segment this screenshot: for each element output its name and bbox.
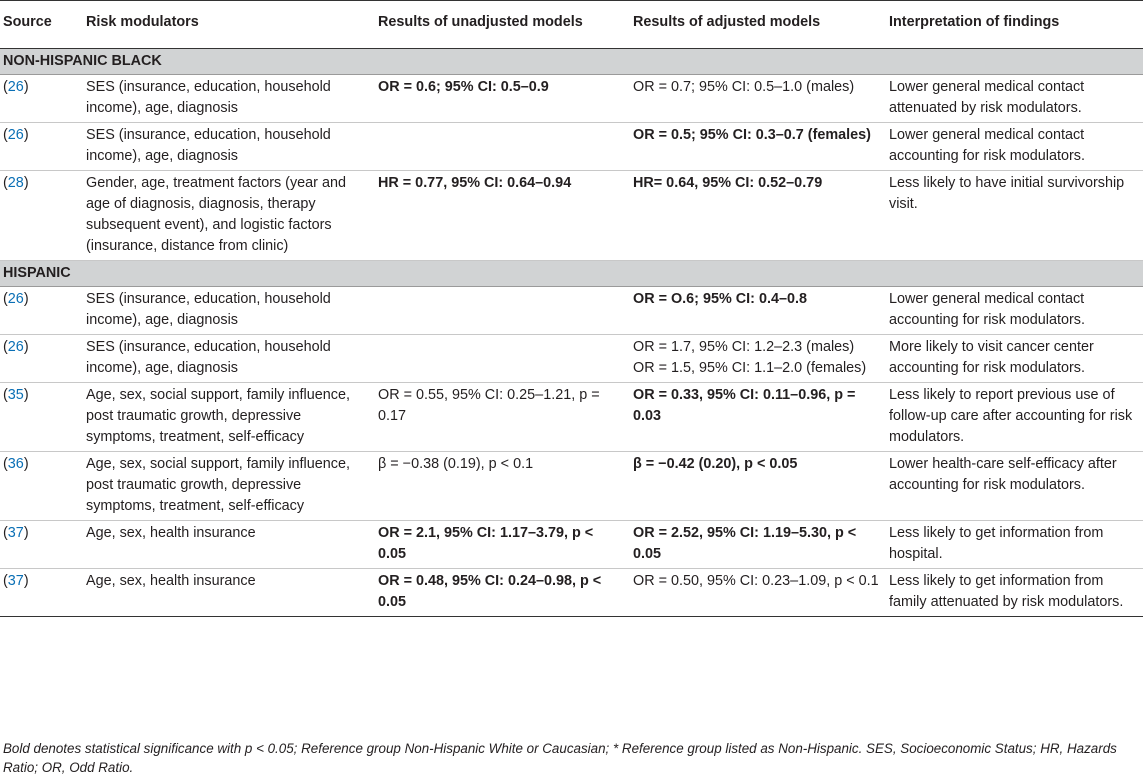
source-reference-link[interactable]: 26 — [7, 339, 24, 355]
interpretation-cell: Less likely to report previous use of follow-up care after accounting for risk modulators. — [885, 383, 1143, 452]
source-open-paren: ( — [3, 175, 8, 191]
adjusted-result-cell — [629, 569, 885, 617]
table-row — [0, 171, 1143, 261]
adjusted-result-line: HR= 0.64, 95% CI: 0.52–0.79 — [633, 175, 823, 191]
source-reference-link[interactable]: 26 — [7, 127, 24, 143]
interpretation-cell: Lower general medical contact accounting for risk modulators. — [885, 123, 1143, 171]
source-cell — [0, 569, 82, 617]
source-close-paren: ) — [23, 127, 29, 143]
adjusted-result-cell — [629, 287, 885, 335]
table-row — [0, 383, 1143, 452]
header-adjusted: Results of adjusted models — [629, 1, 885, 49]
table-row — [0, 287, 1143, 335]
source-cell — [0, 521, 82, 569]
interpretation-cell: More likely to visit cancer center accounting for risk modulators. — [885, 335, 1143, 383]
interpretation-cell: Lower general medical contact accounting for risk modulators. — [885, 287, 1143, 335]
adjusted-result-cell — [629, 75, 885, 123]
section-label: HISPANIC — [0, 261, 1143, 287]
adjusted-result-cell — [629, 335, 885, 383]
source-open-paren: ( — [3, 127, 8, 143]
unadjusted-result-cell — [374, 335, 629, 383]
section-row — [0, 49, 1143, 75]
table-row — [0, 75, 1143, 123]
adjusted-result-line: OR = 0.33, 95% CI: 0.11–0.96, p = 0.03 — [633, 387, 856, 424]
adjusted-result-line: OR = 0.7; 95% CI: 0.5–1.0 (males) — [633, 79, 855, 95]
source-cell — [0, 335, 82, 383]
section-label: NON-HISPANIC BLACK — [0, 49, 1143, 75]
table-row — [0, 335, 1143, 383]
source-reference-link[interactable]: 28 — [7, 175, 24, 191]
header-risk-modulators: Risk modulators — [82, 1, 374, 49]
source-open-paren: ( — [3, 573, 8, 589]
risk-modulators-cell: Age, sex, social support, family influence, post traumatic growth, depressive symptoms, treatment, self-efficacy — [82, 452, 374, 521]
source-close-paren: ) — [23, 175, 29, 191]
table-row — [0, 123, 1143, 171]
table-row — [0, 569, 1143, 617]
unadjusted-result-cell: OR = 0.55, 95% CI: 0.25–1.21, p = 0.17 — [374, 383, 629, 452]
risk-modulators-cell: SES (insurance, education, household income), age, diagnosis — [82, 335, 374, 383]
adjusted-result-cell — [629, 452, 885, 521]
unadjusted-result-cell — [374, 123, 629, 171]
adjusted-result-line: OR = 0.5; 95% CI: 0.3–0.7 (females) — [633, 127, 871, 143]
source-reference-link[interactable]: 36 — [7, 456, 24, 472]
risk-modulators-cell: SES (insurance, education, household income), age, diagnosis — [82, 287, 374, 335]
adjusted-result-line: OR = 2.52, 95% CI: 1.19–5.30, p < 0.05 — [633, 525, 857, 562]
source-close-paren: ) — [23, 291, 29, 307]
source-open-paren: ( — [3, 291, 8, 307]
source-cell — [0, 123, 82, 171]
interpretation-cell: Less likely to have initial survivorship visit. — [885, 171, 1143, 261]
table-header — [0, 1, 1143, 49]
source-close-paren: ) — [23, 79, 29, 95]
source-open-paren: ( — [3, 79, 8, 95]
source-close-paren: ) — [23, 456, 29, 472]
source-close-paren: ) — [23, 573, 29, 589]
source-open-paren: ( — [3, 387, 8, 403]
source-cell — [0, 452, 82, 521]
source-open-paren: ( — [3, 339, 8, 355]
adjusted-result-cell — [629, 123, 885, 171]
risk-modulators-cell: Gender, age, treatment factors (year and age of diagnosis, diagnosis, therapy subsequent event), and logistic factors (insurance, distance from clinic) — [82, 171, 374, 261]
unadjusted-result-cell: HR = 0.77, 95% CI: 0.64–0.94 — [374, 171, 629, 261]
unadjusted-result-cell — [374, 287, 629, 335]
source-close-paren: ) — [23, 525, 29, 541]
interpretation-cell: Lower general medical contact attenuated by risk modulators. — [885, 75, 1143, 123]
adjusted-result-cell — [629, 171, 885, 261]
table-body — [0, 49, 1143, 617]
adjusted-result-line: OR = 1.5, 95% CI: 1.1–2.0 (females) — [633, 360, 867, 376]
source-close-paren: ) — [23, 339, 29, 355]
source-reference-link[interactable]: 35 — [7, 387, 24, 403]
risk-modulators-cell: SES (insurance, education, household income), age, diagnosis — [82, 75, 374, 123]
interpretation-cell: Less likely to get information from hospital. — [885, 521, 1143, 569]
header-source: Source — [0, 1, 82, 49]
source-reference-link[interactable]: 37 — [7, 525, 24, 541]
interpretation-cell: Lower health-care self-efficacy after accounting for risk modulators. — [885, 452, 1143, 521]
adjusted-result-cell — [629, 383, 885, 452]
risk-modulators-cell: SES (insurance, education, household income), age, diagnosis — [82, 123, 374, 171]
source-open-paren: ( — [3, 456, 8, 472]
section-row — [0, 261, 1143, 287]
source-reference-link[interactable]: 37 — [7, 573, 24, 589]
risk-modulators-cell: Age, sex, social support, family influence, post traumatic growth, depressive symptoms, treatment, self-efficacy — [82, 383, 374, 452]
source-cell — [0, 287, 82, 335]
source-reference-link[interactable]: 26 — [7, 79, 24, 95]
source-cell — [0, 383, 82, 452]
risk-modulators-cell: Age, sex, health insurance — [82, 569, 374, 617]
adjusted-result-line: OR = O.6; 95% CI: 0.4–0.8 — [633, 291, 807, 307]
header-interpretation: Interpretation of findings — [885, 1, 1143, 49]
unadjusted-result-cell: β = −0.38 (0.19), p < 0.1 — [374, 452, 629, 521]
source-reference-link[interactable]: 26 — [7, 291, 24, 307]
unadjusted-result-cell: OR = 2.1, 95% CI: 1.17–3.79, p < 0.05 — [374, 521, 629, 569]
interpretation-cell: Less likely to get information from family attenuated by risk modulators. — [885, 569, 1143, 617]
adjusted-result-line: OR = 0.50, 95% CI: 0.23–1.09, p < 0.1 — [633, 573, 879, 589]
header-unadjusted: Results of unadjusted models — [374, 1, 629, 49]
table-row — [0, 521, 1143, 569]
adjusted-result-line: OR = 1.7, 95% CI: 1.2–2.3 (males) — [633, 339, 855, 355]
source-open-paren: ( — [3, 525, 8, 541]
source-cell — [0, 75, 82, 123]
table-row — [0, 452, 1143, 521]
risk-modulators-cell: Age, sex, health insurance — [82, 521, 374, 569]
source-cell — [0, 171, 82, 261]
source-close-paren: ) — [23, 387, 29, 403]
unadjusted-result-cell: OR = 0.6; 95% CI: 0.5–0.9 — [374, 75, 629, 123]
unadjusted-result-cell: OR = 0.48, 95% CI: 0.24–0.98, p < 0.05 — [374, 569, 629, 617]
table-footnote: Bold denotes statistical significance with p < 0.05; Reference group Non-Hispanic White or Caucasian; * Reference group listed as Non-Hispanic. SES, Socioeconomic Status; HR, Hazards Ratio; OR, Odd Ratio. — [3, 741, 1117, 775]
adjusted-result-cell — [629, 521, 885, 569]
adjusted-result-line: β = −0.42 (0.20), p < 0.05 — [633, 456, 798, 472]
